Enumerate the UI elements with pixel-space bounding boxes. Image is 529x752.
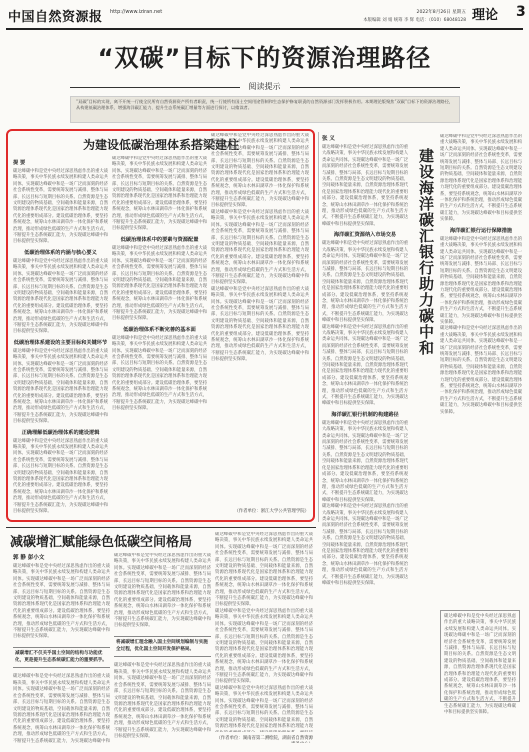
main-title: “双碳”目标下的资源治理路径 <box>97 44 432 72</box>
column-divider <box>318 132 319 522</box>
page-number: 3 <box>516 4 526 20</box>
article1-intro-heading: 提 要 <box>13 160 26 166</box>
article1-text: 碳达峰碳中和是党中央经过深思熟虑作出的重大战略决策，事关中华民族永续发展和构建人类命运共同体。实现碳达峰碳中和是一场广泛而深刻的经济社会系统性变革，需要统筹发展与减排、整体与局部、长远目标与短期目标的关系。自然资源是生态文明建设的物质基础、空间载体和能量来源，自然资源治理体系现代化是国家治理体系和治理能力现代化的重要组成部分。建设低碳治理体系，要坚持系统观念，统筹山水林田湖草沙一体化保护和系统治理，推动形成绿色低碳的生产方式和生活方式，不断提升生态系统碳汇能力，为实现碳达峰碳中和目标提供坚实保障。 <box>13 348 108 425</box>
article2-text: 碳达峰碳中和是党中央经过深思熟虑作出的重大战略决策，事关中华民族永续发展和构建人类命运共同体。实现碳达峰碳中和是一场广泛而深刻的经济社会系统性变革，需要统筹发展与减排、整体与局部、长远目标与短期目标的关系。自然资源是生态文明建设的物质基础、空间载体和能量来源，自然资源治理体系现代化是国家治理体系和治理能力现代化的重要组成部分。建设低碳治理体系，要坚持系统观念，统筹山水林田湖草沙一体化保护和系统治理，推动形成绿色低碳的生产方式和生活方式，不断提升生态系统碳汇能力，为实现碳达峰碳中和目标提供坚实保障。 <box>440 326 522 415</box>
article1-text: 碳达峰碳中和是党中央经过深思熟虑作出的重大战略决策，事关中华民族永续发展和构建人类命运共同体。实现碳达峰碳中和是一场广泛而深刻的经济社会系统性变革，需要统筹发展与减排、整体与局部、长远目标与短期目标的关系。自然资源是生态文明建设的物质基础、空间载体和能量来源，自然资源治理体系现代化是国家治理体系和治理能力现代化的重要组成部分。建设低碳治理体系，要坚持系统观念，统筹山水林田湖草沙一体化保护和系统治理，推动形成绿色低碳的生产方式和生活方式，不断提升生态系统碳汇能力，为实现碳达峰碳中和目标提供坚实保障。 <box>13 258 108 335</box>
section-name: 理论 <box>472 8 499 23</box>
article1-title: 为建设低碳治理体系搭梁建柱 <box>82 138 239 150</box>
article3-author: 郭 静 彭小文 <box>13 555 45 561</box>
article1-text: 碳达峰碳中和是党中央经过深思熟虑作出的重大战略决策，事关中华民族永续发展和构建人类命运共同体。实现碳达峰碳中和是一场广泛而深刻的经济社会系统性变革，需要统筹发展与减排、整体与局部、长远目标与短期目标的关系。自然资源是生态文明建设的物质基础、空间载体和能量来源，自然资源治理体系现代化是国家治理体系和治理能力现代化的重要组成部分。建设低碳治理体系，要坚持系统观念，统筹山水林田湖草沙一体化保护和系统治理，推动形成绿色低碳的生产方式和生活方式，不断提升生态系统碳汇能力，为实现碳达峰碳中和目标提供坚实保障。 <box>112 156 207 232</box>
article2-col2 <box>440 134 522 599</box>
article3-text: 碳达峰碳中和是党中央经过深思熟虑作出的重大战略决策，事关中华民族永续发展和构建人类命运共同体。实现碳达峰碳中和是一场广泛而深刻的经济社会系统性变革，需要统筹发展与减排、整体与局部、长远目标与短期目标的关系。自然资源是生态文明建设的物质基础、空间载体和能量来源，自然资源治理体系现代化是国家治理体系和治理能力现代化的重要组成部分。建设低碳治理体系，要坚持系统观念，统筹山水林田湖草沙一体化保护和系统治理，推动形成绿色低碳的生产方式和生活方式，不断提升生态系统碳汇能力，为实现碳达峰碳中和目标提供坚实保障。 <box>114 553 211 629</box>
article2-title: 建设海洋碳汇银行助力碳中和 <box>417 148 435 356</box>
intro-box <box>70 96 460 123</box>
article2-text: 碳达峰碳中和是党中央经过深思熟虑作出的重大战略决策，事关中华民族永续发展和构建人类命运共同体。实现碳达峰碳中和是一场广泛而深刻的经济社会系统性变革，需要统筹发展与减排、整体与局部、长远目标与短期目标的关系。自然资源是生态文明建设的物质基础、空间载体和能量来源，自然资源治理体系现代化是国家治理体系和治理能力现代化的重要组成部分。建设低碳治理体系，要坚持系统观念，统筹山水林田湖草沙一体化保护和系统治理，推动形成绿色低碳的生产方式和生活方式，不断提升生态系统碳汇能力，为实现碳达峰碳中和目标提供坚实保障。 <box>440 134 522 223</box>
article3-col1 <box>13 553 110 743</box>
article3-credit-wrap <box>215 733 313 743</box>
article3-text: 碳达峰碳中和是党中央经过深思熟虑作出的重大战略决策，事关中华民族永续发展和构建人类命运共同体。实现碳达峰碳中和是一场广泛而深刻的经济社会系统性变革，需要统筹发展与减排、整体与局部、长远目标与短期目标的关系。自然资源是生态文明建设的物质基础、空间载体和能量来源，自然资源治理体系现代化是国家治理体系和治理能力现代化的重要组成部分。建设低碳治理体系，要坚持系统观念，统筹山水林田湖草沙一体化保护和系统治理，推动形成绿色低碳的生产方式和生活方式，不断提升生态系统碳汇能力，为实现碳达峰碳中和 <box>13 674 110 743</box>
article2-col1 <box>322 134 408 719</box>
article3-col2 <box>114 553 211 743</box>
date-line: 2022年8月26日 星期五 <box>416 10 466 15</box>
paper-name: 中国自然资源报 <box>8 10 103 25</box>
article1-col3 <box>211 133 309 516</box>
section-heading: 海洋碳汇银行机制的构建路径 <box>331 411 399 418</box>
article1-text: 碳达峰碳中和是党中央经过深思熟虑作出的重大战略决策，事关中华民族永续发展和构建人类命运共同体。实现碳达峰碳中和是一场广泛而深刻的经济社会系统性变革，需要统筹发展与减排、整体与局部、长远目标与短期目标的关系。自然资源是生态文明建设的物质基础、空间载体和能量来源，自然资源治理体系现代化是国家治理体系和治理能力现代化的重要组成部分。建设低碳治理体系，要坚持系统观念，统筹山水林田湖草沙一体化保护和系统治理，推动形成绿色低碳的生产方式和生活方式，不断提升生态系统碳汇能力，为实现碳达峰碳中和目标提供坚实保障。 <box>13 438 108 515</box>
site-url[interactable]: http://www.iziran.net <box>110 9 163 15</box>
article1-text: 碳达峰碳中和是党中央经过深思熟虑作出的重大战略决策，事关中华民族永续发展和构建人类命运共同体。实现碳达峰碳中和是一场广泛而深刻的经济社会系统性变革，需要统筹发展与减排、整体与局部、长远目标与短期目标的关系。自然资源是生态文明建设的物质基础、空间载体和能量来源，自然资源治理体系现代化是国家治理体系和治理能力现代化的重要组成部分。建设低碳治理体系，要坚持系统观念，统筹山水林田湖草沙一体化保护和系统治理，推动形成绿色低碳的生产方式和生活方式，不断提升生态系统碳汇能力，为实现碳达峰碳中和目标提供坚实保障。 <box>13 169 108 245</box>
section-heading: 海洋碳汇银行运行保障措施 <box>449 227 513 234</box>
article1-text: 碳达峰碳中和是党中央经过深思熟虑作出的重大战略决策，事关中华民族永续发展和构建人类命运共同体。实现碳达峰碳中和是一场广泛而深刻的经济社会系统性变革，需要统筹发展与减排、整体与局部、长远目标与短期目标的关系。自然资源是生态文明建设的物质基础、空间载体和能量来源，自然资源治理体系现代化是国家治理体系和治理能力现代化的重要组成部分。建设低碳治理体系，要坚持系统观念，统筹山水林田湖草沙一体化保护和系统治理，推动形成绿色低碳的生产方式和生活方式，不断提升生态系统碳汇能力，为实现碳达峰碳中和目标提供坚实保障。 <box>211 209 309 286</box>
article2-text: 碳达峰碳中和是党中央经过深思熟虑作出的重大战略决策，事关中华民族永续发展和构建人类命运共同体。实现碳达峰碳中和是一场广泛而深刻的经济社会系统性变革，需要统筹发展与减排、整体与局部、长远目标与短期目标的关系。自然资源是生态文明建设的物质基础、空间载体和能量来源，自然资源治理体系现代化是国家治理体系和治理能力现代化的重要组成部分。建设低碳治理体系，要坚持系统观念，统筹山水林田湖草沙一体化保护和系统治理，推动形成绿色低碳的生产方式和生活方式，不断提升生态系统碳汇能力，为实现碳达峰碳中和目标提供坚实保障。 <box>322 504 408 586</box>
article3-text: 碳达峰碳中和是党中央经过深思熟虑作出的重大战略决策，事关中华民族永续发展和构建人类命运共同体。实现碳达峰碳中和是一场广泛而深刻的经济社会系统性变革，需要统筹发展与减排、整体与局部、长远目标与短期目标的关系。自然资源是生态文明建设的物质基础、空间载体和能量来源，自然资源治理体系现代化是国家治理体系和治理能力现代化的重要组成部分。建设低碳治理体系，要坚持系统观念，统筹山水林田湖草沙一体化保护和系统治理，推动形成绿色低碳的生产方式和生活方式，不断提升生态系统碳汇能力，为实现碳达峰碳中和目标提供坚实保障。 <box>13 564 110 640</box>
article2-text: 碳达峰碳中和是党中央经过深思熟虑作出的重大战略决策，事关中华民族永续发展和构建人类命运共同体。实现碳达峰碳中和是一场广泛而深刻的经济社会系统性变革，需要统筹发展与减排、整体与局部、长远目标与短期目标的关系。自然资源是生态文明建设的物质基础、空间载体和能量来源，自然资源治理体系现代化是国家治理体系和治理能力现代化的重要组成部分。建设低碳治理体系，要坚持系统观念，统筹山水林田湖草沙一体化保护和系统治理，推动形成绿色低碳的生产方式和生活方式，不断提升生态系统碳汇能力，为实现碳达峰碳中和目标提供坚实保障。 <box>322 420 408 503</box>
article3-credit: （作者单位：湖南省第二测绘院，湖南省自然资源 <box>216 736 313 741</box>
article1-text: 碳达峰碳中和是党中央经过深思熟虑作出的重大战略决策，事关中华民族永续发展和构建人类命运共同体。实现碳达峰碳中和是一场广泛而深刻的经济社会系统性变革，需要统筹发展与减排、整体与局部、长远目标与短期目标的关系。自然资源是生态文明建设的物质基础、空间载体和能量来源，自然资源治理体系现代化是国家治理体系和治理能力现代化的重要组成部分。建设低碳治理体系，要坚持系统观念，统筹山水林田湖草沙一体化保护和系统治理，推动形成绿色低碳的生产方式和生活方式，不断提升生态系统碳汇能力，为实现碳达峰碳中和目标提供坚实保障。 <box>112 245 207 322</box>
sub-label: 阅读提示 <box>248 82 281 91</box>
section-heading: 低碳治理体系不断完善的基本面 <box>123 326 196 333</box>
article2-text: 碳达峰碳中和是党中央经过深思熟虑作出的重大战略决策，事关中华民族永续发展和构建人类命运共同体。实现碳达峰碳中和是一场广泛而深刻的经济社会系统性变革，需要统筹发展与减排、整体与局部、长远目标与短期目标的关系。自然资源是生态文明建设的物质基础、空间载体和能量来源，自然资源治理体系现代化是国家治理体系和治理能力现代化的重要组成部分。建设低碳治理体系，要坚持系统观念，统筹山水林田湖草沙一体化保护和系统治理，推动形成绿色低碳的生产方式和生活方式，不断提升生态系统碳汇能力，为实现碳达峰碳中和目标提供坚实保障。 <box>322 241 408 324</box>
article1-col2 <box>112 156 207 516</box>
article1-text: 碳达峰碳中和是党中央经过深思熟虑作出的重大战略决策，事关中华民族永续发展和构建人类命运共同体。实现碳达峰碳中和是一场广泛而深刻的经济社会系统性变革，需要统筹发展与减排、整体与局部、长远目标与短期目标的关系。自然资源是生态文明建设的物质基础、空间载体和能量来源，自然资源治理体系现代化是国家治理体系和治理能力现代化的重要组成部分。建设低碳治理体系，要坚持系统观念，统筹山水林田湖草沙一体化保护和系统治理，推动形成绿色低碳的生产方式和生活方式，不断提升生态系统碳汇能力，为实现碳达峰碳中和目标提供坚实保障。 <box>211 286 309 363</box>
article3-text: 碳达峰碳中和是党中央经过深思熟虑作出的重大战略决策，事关中华民族永续发展和构建人类命运共同体。实现碳达峰碳中和是一场广泛而深刻的经济社会系统性变革，需要统筹发展与减排、整体与局部、长远目标与短期目标的关系。自然资源是生态文明建设的物质基础、空间载体和能量来源，自然资源治理体系现代化是国家治理体系和治理能力现代化的重要组成部分。建设低碳治理体系，要坚持系统观念，统筹山水林田湖草沙一体化保护和系统治理，推动形成绿色低碳的生产方式和生活方式，不断提升生态系统碳汇能力，为实现碳达峰碳中和目标提供坚实保障。 <box>215 608 313 685</box>
article2-author: 张 义 <box>322 136 335 142</box>
sidebar-box <box>440 610 520 716</box>
article1-text: 碳达峰碳中和是党中央经过深思熟虑作出的重大战略决策，事关中华民族永续发展和构建人类命运共同体。实现碳达峰碳中和是一场广泛而深刻的经济社会系统性变革，需要统筹发展与减排、整体与局部、长远目标与短期目标的关系。自然资源是生态文明建设的物质基础、空间载体和能量来源，自然资源治理体系现代化是国家治理体系和治理能力现代化的重要组成部分。建设低碳治理体系，要坚持系统观念，统筹山水林田湖草沙一体化保护和系统治理，推动形成绿色低碳的生产方式和生活方式，不断提升生态系统碳汇能力，为实现碳达峰碳中和目标提供坚实保障。 <box>112 335 207 412</box>
divider <box>6 527 316 528</box>
sidebar-text: 碳达峰碳中和是党中央经过深思熟虑作出的重大战略决策，事关中华民族永续发展和构建人类命运共同体。实现碳达峰碳中和是一场广泛而深刻的经济社会系统性变革，需要统筹发展与减排、整体与局部、长远目标与短期目标的关系。自然资源是生态文明建设的物质基础、空间载体和能量来源，自然资源治理体系现代化是国家治理体系和治理能力现代化的重要组成部分。建设低碳治理体系，要坚持系统观念，统筹山水林田湖草沙一体化保护和系统治理，推动形成绿色低碳的生产方式和生活方式，不断提升生态系统碳汇能力，为实现碳达峰碳中和目标提供坚实保障。 <box>444 614 516 716</box>
section-heading: 低碳治理体系中的要素与资源配置 <box>120 236 199 243</box>
article1-credit-wrap <box>211 506 309 515</box>
article3-title: 减碳增汇赋能绿色低碳空间格局 <box>10 535 193 549</box>
article3-text: 碳达峰碳中和是党中央经过深思熟虑作出的重大战略决策，事关中华民族永续发展和构建人类命运共同体。实现碳达峰碳中和是一场广泛而深刻的经济社会系统性变革，需要统筹发展与减排、整体与局部、长远目标与短期目标的关系。自然资源是生态文明建设的物质基础、空间载体和能量来源，自然资源治理体系现代化是国家治理体系和治理能力现代化的重要组成部分。建设低碳治理体系，要坚持系统观念，统筹山水林田湖草沙一体化保护和系统治理，推动形成绿色低碳的生产方式和生活方式，不断提升生态系统碳汇能力，为实现碳达峰碳中和目标提供坚实保障。 <box>114 663 211 739</box>
masthead <box>6 4 526 30</box>
pull-quote: 减碳增汇不仅关乎国土空间的结构与功能优化，更是提升生态系统碳汇能力的重要抓手。 <box>13 647 110 669</box>
intro-text: “双碳”目标的实现，离不开统一行使全民所有自然资源资产所有者职责，统一行使所有国土空间用途管制和生态保护修复职责的自然资源部门发挥积极作用。本期理论版聚焦“双碳”目标下的资源治理路径，从构建低碳治理体系、增强海洋碳汇能力、提升生态系统碳汇增量等方面进行探讨，以飨读者。 <box>76 99 454 110</box>
article1-credit: （作者单位：浙江大学公共管理学院） <box>234 509 309 514</box>
article2-text: 碳达峰碳中和是党中央经过深思熟虑作出的重大战略决策，事关中华民族永续发展和构建人类命运共同体。实现碳达峰碳中和是一场广泛而深刻的经济社会系统性变革，需要统筹发展与减排、整体与局部、长远目标与短期目标的关系。自然资源是生态文明建设的物质基础、空间载体和能量来源，自然资源治理体系现代化是国家治理体系和治理能力现代化的重要组成部分。建设低碳治理体系，要坚持系统观念，统筹山水林田湖草沙一体化保护和系统治理，推动形成绿色低碳的生产方式和生活方式，不断提升生态系统碳汇能力，为实现碳达峰碳中和目标提供坚实保障。 <box>440 236 522 325</box>
editors-line: 本版编辑 刘 娟 统筹 李 辉 电话：（010）68048128 <box>363 18 466 23</box>
section-heading: 海洋碳汇资源纳入市场交易 <box>333 232 397 239</box>
article3-text: 碳达峰碳中和是党中央经过深思熟虑作出的重大战略决策，事关中华民族永续发展和构建人类命运共同体。实现碳达峰碳中和是一场广泛而深刻的经济社会系统性变革，需要统筹发展与减排、整体与局部、长远目标与短期目标的关系。自然资源是生态文明建设的物质基础、空间载体和能量来源，自然资源治理体系现代化是国家治理体系和治理能力现 <box>215 685 313 730</box>
article1-col1 <box>13 156 108 516</box>
article2-text: 碳达峰碳中和是党中央经过深思熟虑作出的重大战略决策，事关中华民族永续发展和构建人类命运共同体。实现碳达峰碳中和是一场广泛而深刻的经济社会系统性变革，需要统筹发展与减排、整体与局部、长远目标与短期目标的关系。自然资源是生态文明建设的物质基础、空间载体和能量来源，自然资源治理体系现代化是国家治理体系和治理能力现代化的重要组成部分。建设低碳治理体系，要坚持系统观念，统筹山水林田湖草沙一体化保护和系统治理，推动形成绿色低碳的生产方式和生活方式，不断提升生态系统碳汇能力，为实现碳达峰碳中和目标提供坚实保障。 <box>322 324 408 407</box>
article1-text: 碳达峰碳中和是党中央经过深思熟虑作出的重大战略决策，事关中华民族永续发展和构建人类命运共同体。实现碳达峰碳中和是一场广泛而深刻的经济社会系统性变革，需要统筹发展与减排、整体与局部、长远目标与短期目标的关系。自然资源是生态文明建设的物质基础、空间载体和能量来源，自然资源治理体系现代化是国家治理体系和治理能力现代化的重要组成部分。建设低碳治理体系，要坚持系统观念，统筹山水林田湖草沙一体化保护和系统治理，推动形成绿色低碳的生产方式和生活方式，不断提升生态系统碳汇能力，为实现碳达峰碳中和目标提供坚实保障。 <box>211 133 309 209</box>
article2-text: 碳达峰碳中和是党中央经过深思熟虑作出的重大战略决策，事关中华民族永续发展和构建人类命运共同体。实现碳达峰碳中和是一场广泛而深刻的经济社会系统性变革，需要统筹发展与减排、整体与局部、长远目标与短期目标的关系。自然资源是生态文明建设的物质基础、空间载体和能量来源，自然资源治理体系现代化是国家治理体系和治理能力现代化的重要组成部分。建设低碳治理体系，要坚持系统观念，统筹山水林田湖草沙一体化保护和系统治理，推动形成绿色低碳的生产方式和生活方式，不断提升生态系统碳汇能力，为实现碳达峰碳中和目标提供坚实保障。 <box>322 145 408 227</box>
section-heading: 低碳治理体系的内涵与核心要义 <box>24 249 97 256</box>
article3-col3 <box>215 532 313 732</box>
section-heading: 低碳治理体系建设的主要目标和关键环节 <box>13 339 108 346</box>
pull-quote: 将减碳增汇理念融入国土空间规划编制与实施全过程，优化国土空间开发保护格局。 <box>114 636 211 658</box>
section-heading: 正确理解低碳治理体系的建设逻辑 <box>21 429 100 436</box>
article3-text: 碳达峰碳中和是党中央经过深思熟虑作出的重大战略决策，事关中华民族永续发展和构建人类命运共同体。实现碳达峰碳中和是一场广泛而深刻的经济社会系统性变革，需要统筹发展与减排、整体与局部、长远目标与短期目标的关系。自然资源是生态文明建设的物质基础、空间载体和能量来源，自然资源治理体系现代化是国家治理体系和治理能力现代化的重要组成部分。建设低碳治理体系，要坚持系统观念，统筹山水林田湖草沙一体化保护和系统治理，推动形成绿色低碳的生产方式和生活方式，不断提升生态系统碳汇能力，为实现碳达峰碳中和目标提供坚实保障。 <box>215 532 313 608</box>
